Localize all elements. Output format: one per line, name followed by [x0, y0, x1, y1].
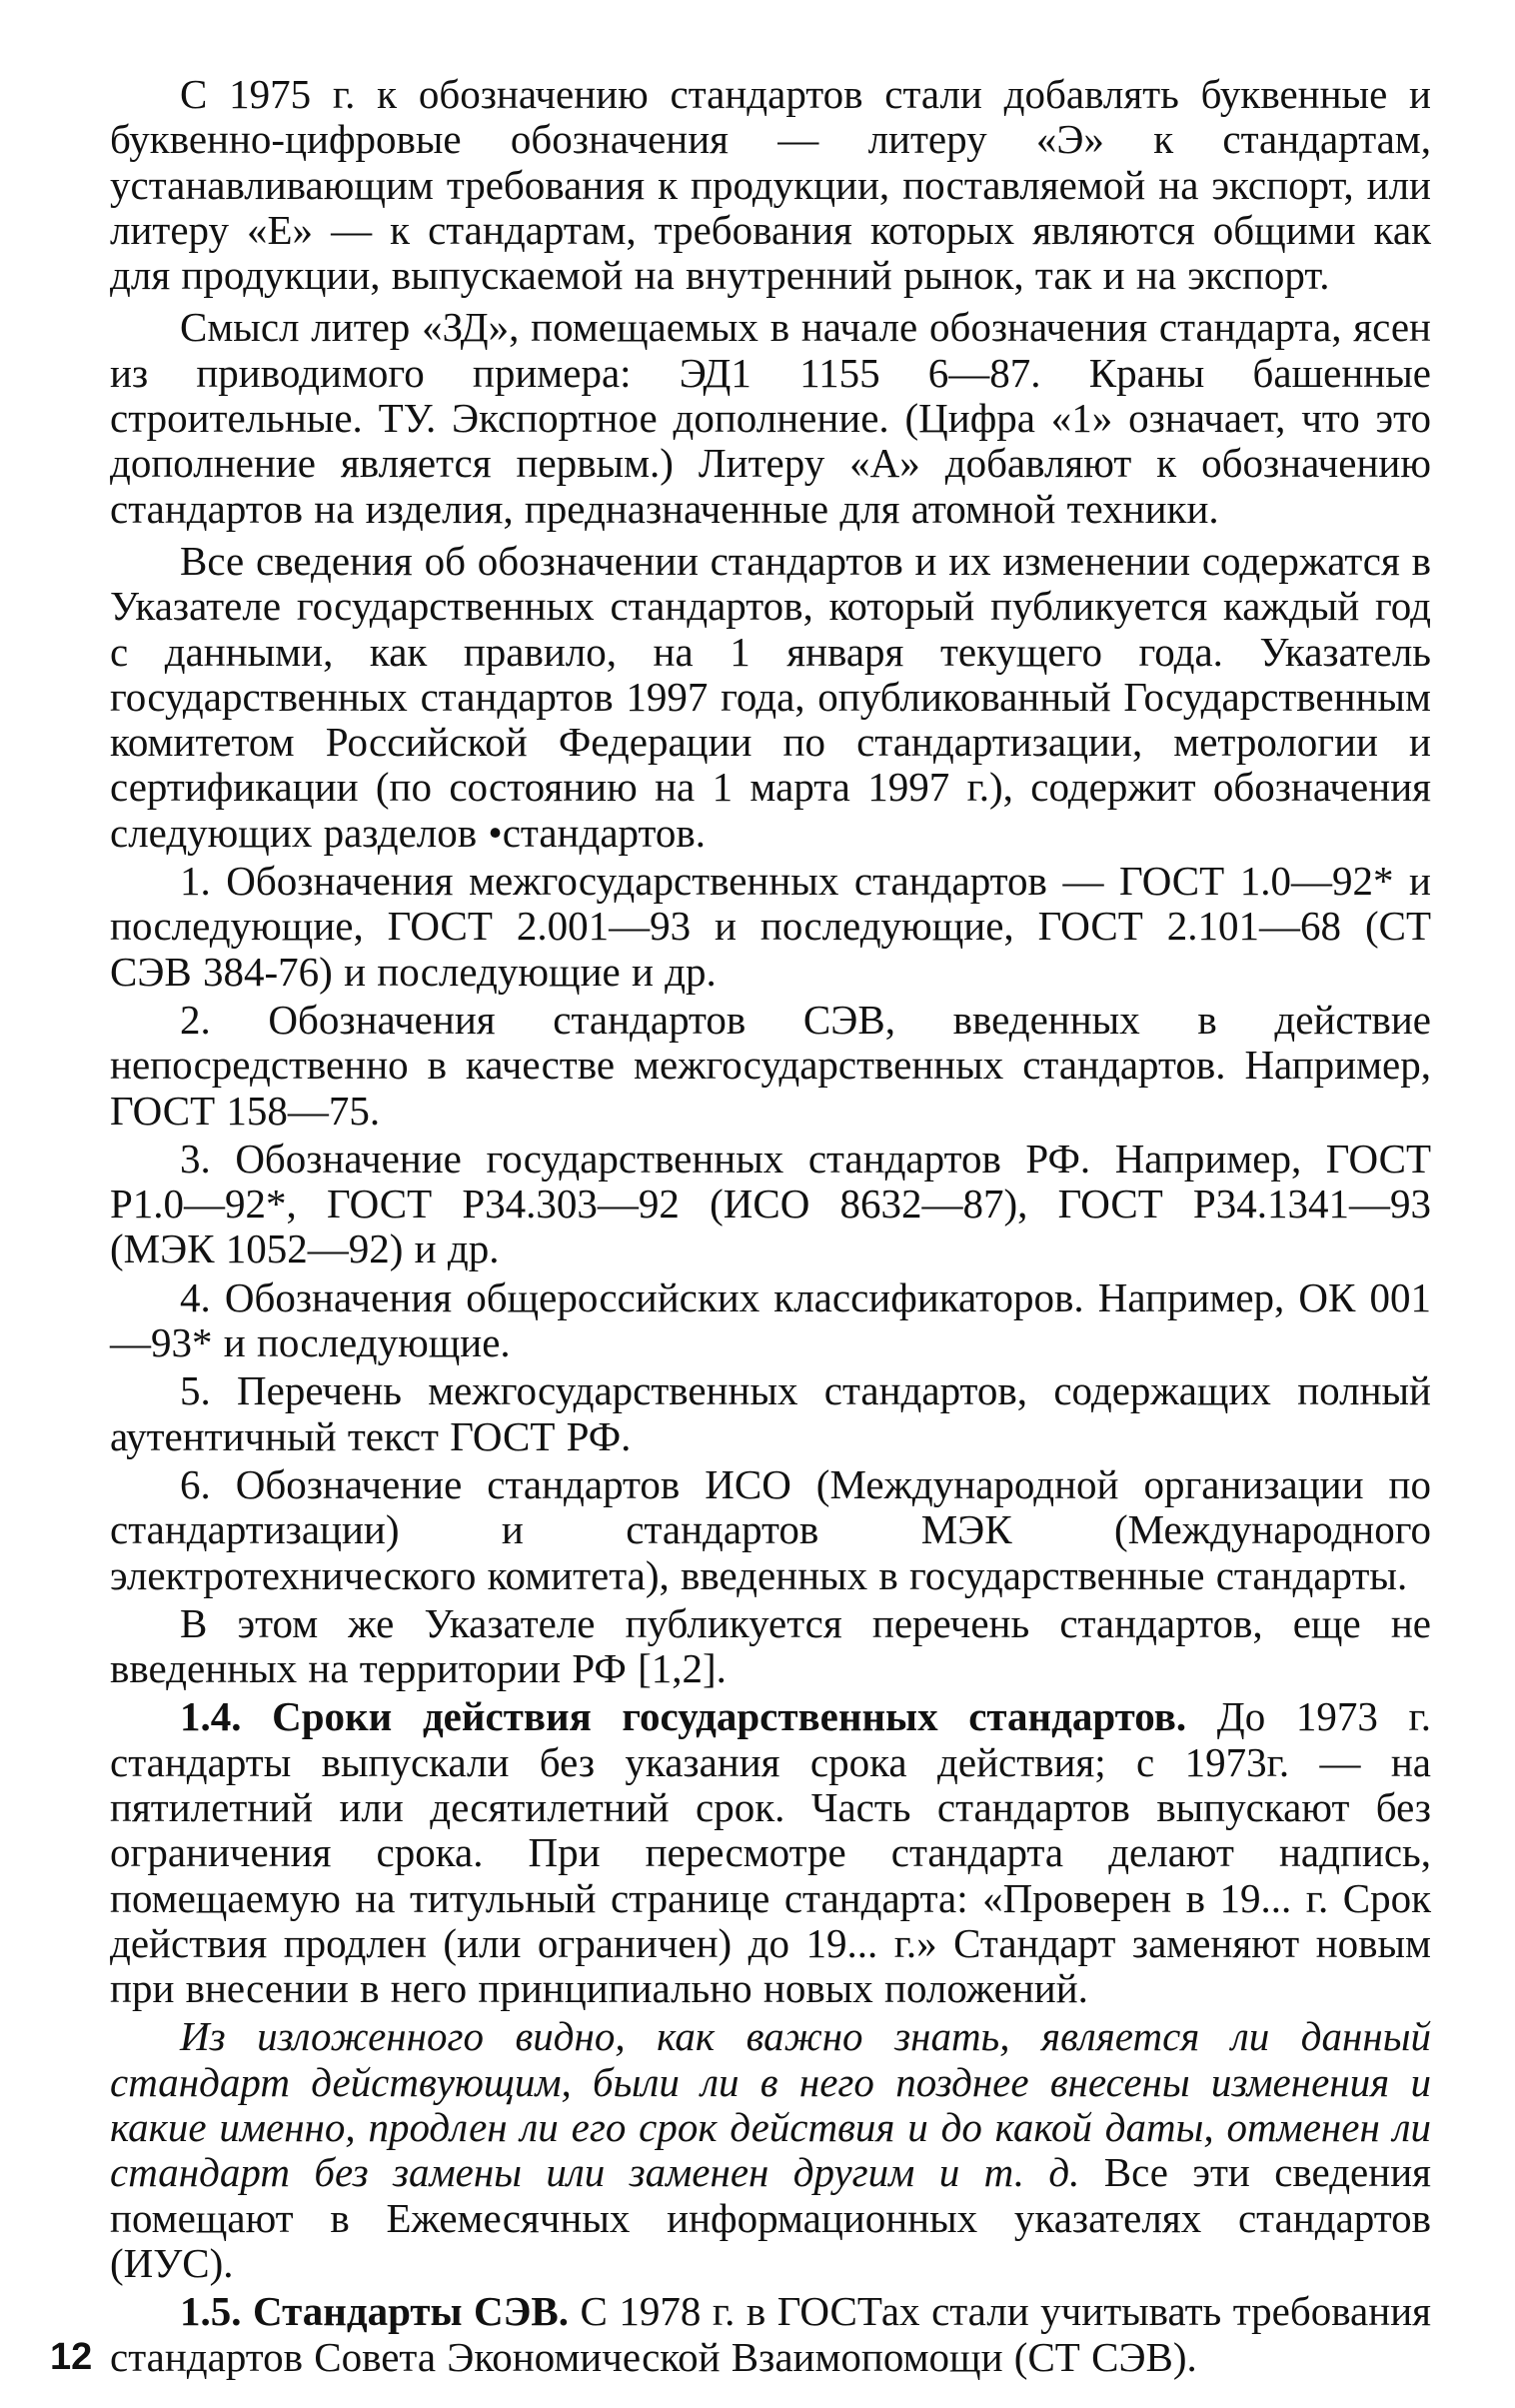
section-1-5-text: С 1978 г. в ГОСТах стали учитывать требования стандартов Совета Экономической Взаимопомощи (СТ СЭВ).	[110, 2288, 1431, 2380]
paragraph-export-supplement: Смысл литер «ЗД», помещаемых в начале обозначения стандарта, ясен из приводимого примера: ЭД1 1155 6—87. Краны башенные строительные. ТУ. Экспортное дополнение. (Цифра «1» означает, что это дополнение является первым.) Литеру «А» добавляют к обозначению стандартов на изделия, предназначенные для атомной техники.	[110, 304, 1431, 532]
list-item-5: 5. Перечень межгосударственных стандартов, содержащих полный аутентичный текст ГОСТ РФ.	[110, 1367, 1431, 1459]
paragraph-importance-text: Все эти сведения помещают в Ежемесячных информационных указателях стандартов (ИУС).	[110, 2149, 1431, 2286]
paragraph-literal-designations: С 1975 г. к обозначению стандартов стали добавлять буквенные и буквенно-цифровые обозначения — литеру «Э» к стандартам, устанавливающим требования к продукции, поставляемой на экспорт, или литеру «Е» — к стандартам, требования которых являются общими как для продукции, выпускаемой на внутренний рынок, так и на экспорт.	[110, 71, 1431, 299]
list-item-3: 3. Обозначение государственных стандартов РФ. Например, ГОСТ Р1.0—92*, ГОСТ Р34.303—92 (ИСО 8632—87), ГОСТ Р34.1341—93 (МЭК 1052—92) и др.	[110, 1135, 1431, 1272]
section-1-4-text: До 1973 г. стандарты выпускали без указания срока действия; с 1973г. — на пятилетний или десятилетний срок. Часть стандартов выпускают без ограничения срока. При пересмотре стандарта делают надпись, помещаемую на титульный странице стандарта: «Проверен в 19... г. Срок действия продлен (или ограничен) до 19... г.» Стандарт заменяют новым при внесении в него принципиально новых положений.	[110, 1693, 1431, 2012]
section-1-4	[110, 1694, 1431, 2011]
list-item-2: 2. Обозначения стандартов СЭВ, введенных в действие непосредственно в качестве межгосударственных стандартов. Например, ГОСТ 158—75.	[110, 996, 1431, 1134]
list-item-4: 4. Обозначения общероссийских классификаторов. Например, ОК 001—93* и последующие.	[110, 1273, 1431, 1366]
page-number: 12	[50, 2336, 93, 2378]
page-body	[110, 72, 1431, 2383]
section-1-4-heading: 1.4. Сроки действия государственных стандартов.	[180, 1693, 1187, 1740]
list-item-1: 1. Обозначения межгосударственных стандартов — ГОСТ 1.0—92* и последующие, ГОСТ 2.001—93 и последующие, ГОСТ 2.101—68 (СТ СЭВ 384-76) и последующие и др.	[110, 858, 1431, 995]
section-1-5-heading: 1.5. Стандарты СЭВ.	[180, 2288, 570, 2335]
paragraph-not-introduced: В этом же Указателе публикуется перечень стандартов, еще не введенных на территории РФ [1,2].	[110, 1599, 1431, 1692]
section-1-5	[110, 2289, 1431, 2380]
paragraph-importance	[110, 2014, 1431, 2286]
paragraph-importance-italic: Из изложенного видно, как важно знать, является ли данный стандарт действующим, были ли в него позднее внесены изменения и какие именно, продлен ли его срок действия и до какой даты, отменен ли стандарт без замены или заменен другим и т. д.	[110, 2013, 1431, 2196]
list-item-6: 6. Обозначение стандартов ИСО (Международной организации по стандартизации) и стандартов МЭК (Международного электротехнического комитета), введенных в государственные стандарты.	[110, 1460, 1431, 1598]
paragraph-standards-index: Все сведения об обозначении стандартов и их изменении содержатся в Указателе государственных стандартов, который публикуется каждый год с данными, как правило, на 1 января текущего года. Указатель государственных стандартов 1997 года, опубликованный Государственным комитетом Российской Федерации по стандартизации, метрологии и сертификации (по состоянию на 1 марта 1997 г.), содержит обозначения следующих разделов •стандартов.	[110, 537, 1431, 856]
